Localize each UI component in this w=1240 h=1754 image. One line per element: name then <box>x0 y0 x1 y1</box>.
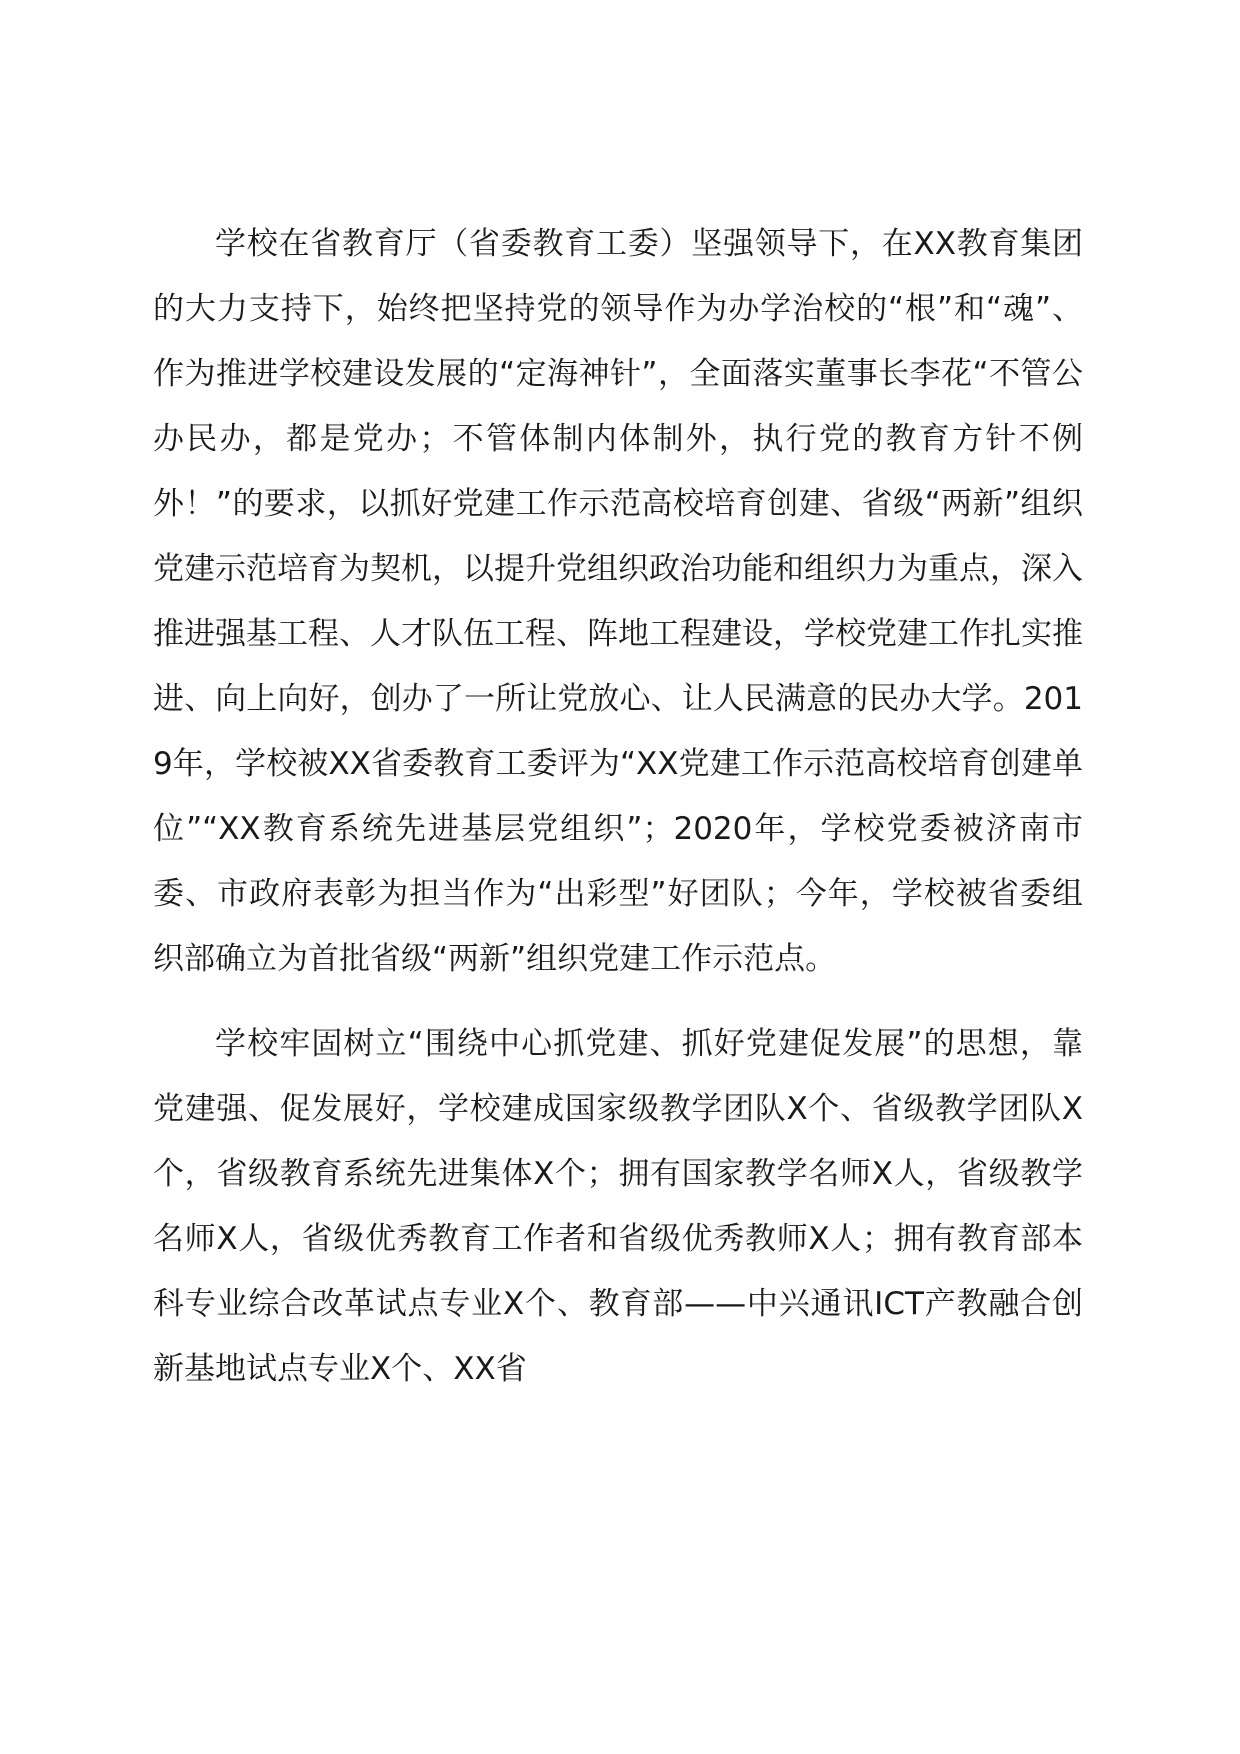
paragraph-1: 学校在省教育厅（省委教育工委）坚强领导下，在XX教育集团的大力支持下，始终把坚持党的领导作为办学治校的“根”和“魂”、作为推进学校建设发展的“定海神针”，全面落实董事长李花“不管公办民办，都是党办；不管体制内体制外，执行党的教育方针不例外！”的要求，以抓好党建工作示范高校培育创建、省级“两新”组织党建示范培育为契机，以提升党组织政治功能和组织力为重点，深入推进强基工程、人才队伍工程、阵地工程建设，学校党建工作扎实推进、向上向好，创办了一所让党放心、让人民满意的民办大学。2019年，学校被XX省委教育工委评为“XX党建工作示范高校培育创建单位”“XX教育系统先进基层党组织”；2020年，学校党委被济南市委、市政府表彰为担当作为“出彩型”好团队；今年，学校被省委组织部确立为首批省级“两新”组织党建工作示范点。 <box>153 226 1083 977</box>
document-body <box>153 212 1083 1402</box>
paragraph-2: 学校牢固树立“围绕中心抓党建、抓好党建促发展”的思想，靠党建强、促发展好，学校建成国家级教学团队X个、省级教学团队X个，省级教育系统先进集体X个；拥有国家教学名师X人，省级教学名师X人，省级优秀教育工作者和省级优秀教师X人；拥有教育部本科专业综合改革试点专业X个、教育部——中兴通讯ICT产教融合创新基地试点专业X个、XX省 <box>153 1026 1083 1387</box>
